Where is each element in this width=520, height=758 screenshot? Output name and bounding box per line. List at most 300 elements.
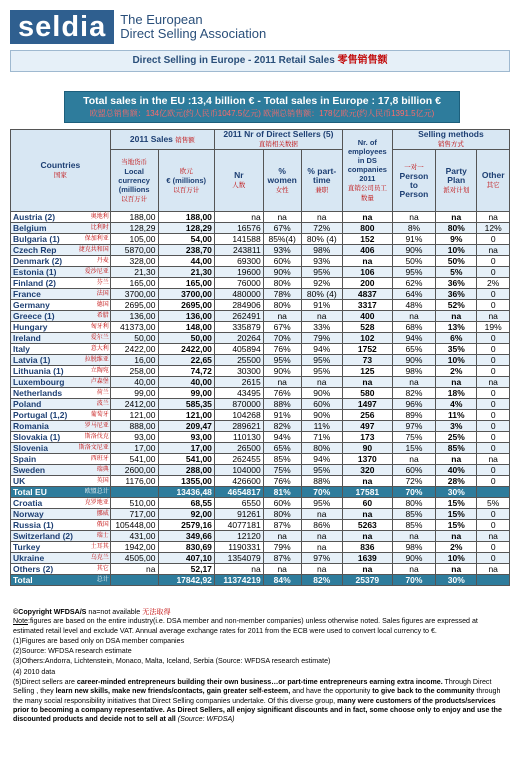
table-cell: na xyxy=(436,454,477,465)
table-cell: 0 xyxy=(477,234,510,245)
table-cell: 82% xyxy=(263,421,301,432)
table-cell: na xyxy=(301,531,342,542)
table-cell: 98% xyxy=(392,366,435,377)
table-cell: 4% xyxy=(436,399,477,410)
table-cell: 2% xyxy=(436,366,477,377)
table-cell: 0 xyxy=(477,344,510,355)
table-cell: 70% xyxy=(392,487,435,498)
table-row xyxy=(11,223,510,234)
country-cell: Poland 波兰 xyxy=(11,399,111,410)
table-cell: 17581 xyxy=(342,487,392,498)
table-cell: 105448,00 xyxy=(110,520,158,531)
table-cell: 1497 xyxy=(342,399,392,410)
country-cell: Portugal (1,2) 葡萄牙 xyxy=(11,410,111,421)
country-cell: Czech Rep 捷克共和国 xyxy=(11,245,111,256)
table-cell: na xyxy=(392,212,435,223)
table-cell: 6550 xyxy=(214,498,263,509)
table-cell: 104000 xyxy=(214,465,263,476)
table-cell: 0 xyxy=(477,267,510,278)
table-cell xyxy=(477,487,510,498)
table-cell: 82% xyxy=(392,388,435,399)
table-cell: 580 xyxy=(342,388,392,399)
table-cell: 85% xyxy=(392,509,435,520)
sales-table xyxy=(10,129,510,586)
table-cell: 11374219 xyxy=(214,575,263,586)
country-cell: Netherlands 荷兰 xyxy=(11,388,111,399)
table-cell: na xyxy=(263,311,301,322)
table-cell: na xyxy=(342,476,392,487)
table-row xyxy=(11,564,510,575)
table-cell: 800 xyxy=(342,223,392,234)
table-row xyxy=(11,311,510,322)
table-cell: 3700,00 xyxy=(158,289,214,300)
table-cell: 94% xyxy=(263,432,301,443)
table-cell: 48% xyxy=(392,300,435,311)
table-row xyxy=(11,421,510,432)
table-cell: 836 xyxy=(342,542,392,553)
table-cell: 76% xyxy=(263,344,301,355)
country-cell: Croatia 克罗地亚 xyxy=(11,498,111,509)
table-cell: 4837 xyxy=(342,289,392,300)
table-cell: 349,66 xyxy=(158,531,214,542)
table-cell: na xyxy=(477,212,510,223)
table-cell: 43495 xyxy=(214,388,263,399)
table-cell: na xyxy=(342,212,392,223)
table-cell: 71% xyxy=(301,432,342,443)
country-cell: Sweden 瑞典 xyxy=(11,465,111,476)
country-cell: Greece (1) 希腊 xyxy=(11,311,111,322)
col-women: % women 女性 xyxy=(263,150,301,212)
country-cell: Slovakia (1) 斯洛伐克 xyxy=(11,432,111,443)
table-cell: na xyxy=(436,311,477,322)
table-row xyxy=(11,256,510,267)
table-cell: 15% xyxy=(436,520,477,531)
table-cell: 148,00 xyxy=(158,322,214,333)
table-cell: 25500 xyxy=(214,355,263,366)
table-cell: 70% xyxy=(392,575,435,586)
table-cell: 68% xyxy=(392,322,435,333)
totals-banner: Total sales in the EU :13,4 billion € - Total sales in Europe : 17,8 billion € 欧盟总销售额：134亿欧元(约人民币1047.5亿元) 欧洲总销售额：178亿欧元(约人民币1391.5亿元) xyxy=(64,91,460,123)
country-cell: Denmark (2) 丹麦 xyxy=(11,256,111,267)
table-row xyxy=(11,355,510,366)
table-cell: 36% xyxy=(436,278,477,289)
table-cell: 6% xyxy=(436,333,477,344)
table-row xyxy=(11,333,510,344)
table-cell: 67% xyxy=(263,223,301,234)
table-cell: 4077181 xyxy=(214,520,263,531)
table-cell: 1354079 xyxy=(214,553,263,564)
table-cell: 406 xyxy=(342,245,392,256)
table-cell: 89% xyxy=(392,410,435,421)
table-row xyxy=(11,300,510,311)
table-cell: 0 xyxy=(477,289,510,300)
table-cell: na xyxy=(477,245,510,256)
table-cell: 94% xyxy=(301,344,342,355)
table-cell: 19600 xyxy=(214,267,263,278)
table-cell: 1370 xyxy=(342,454,392,465)
table-cell: 60% xyxy=(301,399,342,410)
table-cell: 94% xyxy=(301,454,342,465)
table-cell: 480000 xyxy=(214,289,263,300)
table-cell: 426600 xyxy=(214,476,263,487)
table-cell: 90 xyxy=(342,443,392,454)
table-cell: 400 xyxy=(342,311,392,322)
table-row xyxy=(11,278,510,289)
table-row xyxy=(11,520,510,531)
seldia-logo: seldia xyxy=(10,10,114,44)
country-cell: Bulgaria (1) 保加利亚 xyxy=(11,234,111,245)
table-cell: 72% xyxy=(301,223,342,234)
table-cell: 85% xyxy=(263,454,301,465)
table-cell: 94% xyxy=(392,333,435,344)
table-cell: 15% xyxy=(436,509,477,520)
table-cell: 5263 xyxy=(342,520,392,531)
table-cell: 209,47 xyxy=(158,421,214,432)
table-cell: 870000 xyxy=(214,399,263,410)
table-cell: 80% xyxy=(263,300,301,311)
country-cell: Spain 西班牙 xyxy=(11,454,111,465)
table-cell: 95% xyxy=(301,267,342,278)
table-cell: 95% xyxy=(301,498,342,509)
table-cell: 0 xyxy=(477,355,510,366)
table-cell: 407,10 xyxy=(158,553,214,564)
table-cell: 17,00 xyxy=(110,443,158,454)
table-cell: 528 xyxy=(342,322,392,333)
table-cell: na xyxy=(392,311,435,322)
table-cell: 12120 xyxy=(214,531,263,542)
table-cell: 92% xyxy=(301,278,342,289)
table-cell: 10% xyxy=(436,245,477,256)
col-employees: Nr. of employees in DS companies 2011 直销公司员工数量 xyxy=(342,130,392,212)
table-cell: 90% xyxy=(392,355,435,366)
table-cell: 36% xyxy=(436,289,477,300)
table-cell: na xyxy=(392,564,435,575)
table-cell: 50,00 xyxy=(158,333,214,344)
table-cell: 0 xyxy=(477,366,510,377)
table-cell: 2600,00 xyxy=(110,465,158,476)
table-cell: 97% xyxy=(301,553,342,564)
country-cell: Norway 挪威 xyxy=(11,509,111,520)
table-cell: 136,00 xyxy=(110,311,158,322)
table-cell: 30300 xyxy=(214,366,263,377)
table-row xyxy=(11,388,510,399)
association-name: The European Direct Selling Association xyxy=(120,12,267,41)
table-cell: 1639 xyxy=(342,553,392,564)
table-cell: na xyxy=(477,531,510,542)
table-row xyxy=(11,509,510,520)
table-cell: 510,00 xyxy=(110,498,158,509)
table-cell: na xyxy=(301,212,342,223)
table-cell: 2422,00 xyxy=(158,344,214,355)
table-cell: 40,00 xyxy=(110,377,158,388)
table-cell: 99,00 xyxy=(158,388,214,399)
table-cell: na xyxy=(436,377,477,388)
country-cell: Estonia (1) 爱沙尼亚 xyxy=(11,267,111,278)
country-cell: Ukraine 乌克兰 xyxy=(11,553,111,564)
table-row xyxy=(11,234,510,245)
table-cell: na xyxy=(301,564,342,575)
table-cell: 3700,00 xyxy=(110,289,158,300)
table-cell: 52% xyxy=(436,300,477,311)
table-cell: 165,00 xyxy=(110,278,158,289)
table-cell: na xyxy=(214,564,263,575)
table-cell: 2615 xyxy=(214,377,263,388)
table-cell: 243811 xyxy=(214,245,263,256)
table-cell: na xyxy=(263,564,301,575)
table-cell xyxy=(110,487,158,498)
table-cell: 60% xyxy=(263,256,301,267)
table-cell: 121,00 xyxy=(158,410,214,421)
table-row xyxy=(11,267,510,278)
table-cell: 99,00 xyxy=(110,388,158,399)
table-cell: 84% xyxy=(263,575,301,586)
table-cell: 87% xyxy=(263,520,301,531)
table-cell: 188,00 xyxy=(110,212,158,223)
table-cell: 80% xyxy=(436,223,477,234)
table-row xyxy=(11,245,510,256)
country-cell: Luxembourg 卢森堡 xyxy=(11,377,111,388)
col-group-sales: 2011 Sales 销售额 xyxy=(110,130,214,150)
table-cell: 200 xyxy=(342,278,392,289)
table-cell: 0 xyxy=(477,476,510,487)
table-cell: 136,00 xyxy=(158,311,214,322)
table-row xyxy=(11,487,510,498)
table-cell: 106 xyxy=(342,267,392,278)
footnotes: ©Copyright WFDSA/S na=not available 无法取得 Note:figures are based on the entire industry(i.e. DSA member and non-member companies) unless otherwise noted. Sales figures are expressed at estimated retail level and exclude VAT. Annual average exchange rates for 2011 from the ECB were used to convert local currency to €. (1)Figures are based only on DSA member companies (2)Source: WFDSA research estimate (3)Others:Andorra, Lichtenstein, Monaco, Malta, Iceland, Serbia (Source: WFDSA research estimate) (4) 2010 data (5)Direct sellers are career-minded entrepreneurs building their own business…or part-time entrepreneurs earning extra income. Through Direct Selling , they learn new skills, make new friends/contacts, gain greater self-esteem, and have the opportunity to give back to the community through the many social responsibility initiatives that Direct Selling companies undertake. Of this diverse group, many were customers of the products/services prior to becoming a company representative. As Direct Sellers, all enjoy significant discounts and in fact, some choose only to enjoy and use the discounted products and decide not to sell at all (Source: WFDSA) xyxy=(13,608,502,724)
table-cell: 96% xyxy=(392,399,435,410)
table-cell: 585,35 xyxy=(158,399,214,410)
table-cell: 320 xyxy=(342,465,392,476)
table-cell: 16576 xyxy=(214,223,263,234)
table-cell: 80% (4) xyxy=(301,289,342,300)
table-cell: 78% xyxy=(263,289,301,300)
table-row xyxy=(11,212,510,223)
table-cell: 20264 xyxy=(214,333,263,344)
table-cell: 0 xyxy=(477,421,510,432)
table-cell: na xyxy=(301,311,342,322)
table-cell: 105,00 xyxy=(110,234,158,245)
table-cell: 72% xyxy=(392,476,435,487)
table-cell: 68,55 xyxy=(158,498,214,509)
table-cell: 98% xyxy=(301,245,342,256)
table-cell: na xyxy=(477,564,510,575)
table-cell: 0 xyxy=(477,432,510,443)
table-row xyxy=(11,575,510,586)
col-euro: 欧元 € (millions) 以百万计 xyxy=(158,150,214,212)
country-cell: Belgium 比利时 xyxy=(11,223,111,234)
table-cell: 0 xyxy=(477,333,510,344)
table-cell: 4654817 xyxy=(214,487,263,498)
table-cell: 90% xyxy=(392,245,435,256)
table-cell: na xyxy=(436,212,477,223)
table-cell: 258,00 xyxy=(110,366,158,377)
table-cell: 10% xyxy=(436,355,477,366)
table-cell: 74,72 xyxy=(158,366,214,377)
country-cell: Ireland 爱尔兰 xyxy=(11,333,111,344)
table-cell: 2695,00 xyxy=(110,300,158,311)
table-cell: 262455 xyxy=(214,454,263,465)
col-party: Party Plan 派对计划 xyxy=(436,150,477,212)
table-cell: 80% xyxy=(263,278,301,289)
table-cell: 67% xyxy=(263,322,301,333)
table-cell: 2422,00 xyxy=(110,344,158,355)
table-cell: na xyxy=(477,454,510,465)
table-cell: na xyxy=(263,212,301,223)
table-row xyxy=(11,498,510,509)
table-cell: 50% xyxy=(436,256,477,267)
table-cell: 60 xyxy=(342,498,392,509)
table-cell: 13436,48 xyxy=(158,487,214,498)
header xyxy=(10,10,266,44)
table-cell: 121,00 xyxy=(110,410,158,421)
table-cell: 1190331 xyxy=(214,542,263,553)
table-cell: 82% xyxy=(301,575,342,586)
table-row xyxy=(11,443,510,454)
table-cell xyxy=(110,575,158,586)
table-cell: 12% xyxy=(477,223,510,234)
table-cell: 75% xyxy=(392,432,435,443)
table-cell: 86% xyxy=(301,520,342,531)
table-cell: 90% xyxy=(301,388,342,399)
table-cell: 50,00 xyxy=(110,333,158,344)
table-cell: 95% xyxy=(301,465,342,476)
table-cell: 97% xyxy=(392,421,435,432)
table-cell: 15% xyxy=(392,443,435,454)
table-cell: 3% xyxy=(436,421,477,432)
table-cell: 90% xyxy=(301,410,342,421)
table-cell: 3317 xyxy=(342,300,392,311)
table-cell: 81% xyxy=(263,487,301,498)
table-cell: 30% xyxy=(436,575,477,586)
table-cell: 0 xyxy=(477,509,510,520)
table-cell: 54,00 xyxy=(158,234,214,245)
table-cell: 830,69 xyxy=(158,542,214,553)
table-cell: 64% xyxy=(392,289,435,300)
table-cell: 4505,00 xyxy=(110,553,158,564)
table-cell: 104268 xyxy=(214,410,263,421)
table-cell: 9% xyxy=(436,234,477,245)
table-cell: na xyxy=(392,531,435,542)
table-cell: 76% xyxy=(263,476,301,487)
table-cell: 15% xyxy=(436,498,477,509)
table-cell: 0 xyxy=(477,256,510,267)
table-row xyxy=(11,410,510,421)
table-cell: na xyxy=(342,564,392,575)
table-cell: 95% xyxy=(301,355,342,366)
table-cell: 17842,92 xyxy=(158,575,214,586)
table-cell: 328,00 xyxy=(110,256,158,267)
table-cell: 41373,00 xyxy=(110,322,158,333)
country-cell: Romania 罗马尼亚 xyxy=(11,421,111,432)
table-cell: 165,00 xyxy=(158,278,214,289)
table-cell: 284906 xyxy=(214,300,263,311)
table-cell: 141588 xyxy=(214,234,263,245)
table-cell: 80% (4) xyxy=(301,234,342,245)
table-cell: 5% xyxy=(436,267,477,278)
table-cell: 98% xyxy=(392,542,435,553)
table-cell: 128,29 xyxy=(110,223,158,234)
table-row xyxy=(11,399,510,410)
table-cell: 0 xyxy=(477,553,510,564)
table-cell: 40% xyxy=(436,465,477,476)
table-cell: 0 xyxy=(477,410,510,421)
table-cell: na xyxy=(301,377,342,388)
table-cell: na xyxy=(477,377,510,388)
table-cell: 0 xyxy=(477,399,510,410)
table-cell: na xyxy=(392,454,435,465)
table-cell: 50% xyxy=(392,256,435,267)
table-cell: 256 xyxy=(342,410,392,421)
table-cell: 44,00 xyxy=(158,256,214,267)
table-cell: 88% xyxy=(301,476,342,487)
table-cell: 90% xyxy=(392,553,435,564)
table-cell: 21,30 xyxy=(110,267,158,278)
table-cell: 0 xyxy=(477,443,510,454)
table-cell: 2695,00 xyxy=(158,300,214,311)
country-cell: Finland (2) 芬兰 xyxy=(11,278,111,289)
table-cell: 93% xyxy=(301,256,342,267)
table-row xyxy=(11,289,510,300)
table-cell: 90% xyxy=(263,366,301,377)
table-cell: 30% xyxy=(436,487,477,498)
col-other: Other 其它 xyxy=(477,150,510,212)
country-cell: Total 总计 xyxy=(11,575,111,586)
page-title: Direct Selling in Europe - 2011 Retail Sales 零售销售额 xyxy=(10,50,510,72)
table-row xyxy=(11,454,510,465)
table-cell: 79% xyxy=(263,542,301,553)
table-cell: 95% xyxy=(392,267,435,278)
country-cell: UK 英国 xyxy=(11,476,111,487)
table-row xyxy=(11,465,510,476)
table-row xyxy=(11,377,510,388)
table-cell: 21,30 xyxy=(158,267,214,278)
table-row xyxy=(11,322,510,333)
table-cell: 10% xyxy=(436,553,477,564)
table-cell: 541,00 xyxy=(110,454,158,465)
table-cell: na xyxy=(392,377,435,388)
table-cell: 73 xyxy=(342,355,392,366)
country-cell: Austria (2) 奥地利 xyxy=(11,212,111,223)
table-cell: 125 xyxy=(342,366,392,377)
col-group-methods: Selling methods 销售方式 xyxy=(392,130,509,150)
table-cell: 2579,16 xyxy=(158,520,214,531)
table-cell: 0 xyxy=(477,388,510,399)
table-cell: 91% xyxy=(392,234,435,245)
table-cell: 91% xyxy=(263,410,301,421)
table-cell: 2% xyxy=(477,278,510,289)
col-nr: Nr 人数 xyxy=(214,150,263,212)
country-cell: Hungary 匈牙利 xyxy=(11,322,111,333)
table-cell: 80% xyxy=(301,443,342,454)
table-cell: 76000 xyxy=(214,278,263,289)
table-cell: 60% xyxy=(263,498,301,509)
country-cell: Turkey 土耳其 xyxy=(11,542,111,553)
table-cell: 90% xyxy=(263,267,301,278)
table-cell: na xyxy=(214,212,263,223)
table-cell: 65% xyxy=(392,344,435,355)
table-cell: na xyxy=(301,542,342,553)
table-cell: 80% xyxy=(263,509,301,520)
table-cell: na xyxy=(342,509,392,520)
table-cell: 95% xyxy=(301,366,342,377)
table-cell: 13% xyxy=(436,322,477,333)
table-cell: 16,00 xyxy=(110,355,158,366)
table-cell: 91% xyxy=(301,300,342,311)
table-cell: 288,00 xyxy=(158,465,214,476)
table-cell: 431,00 xyxy=(110,531,158,542)
table-cell: 85% xyxy=(392,520,435,531)
table-cell: 5% xyxy=(477,498,510,509)
